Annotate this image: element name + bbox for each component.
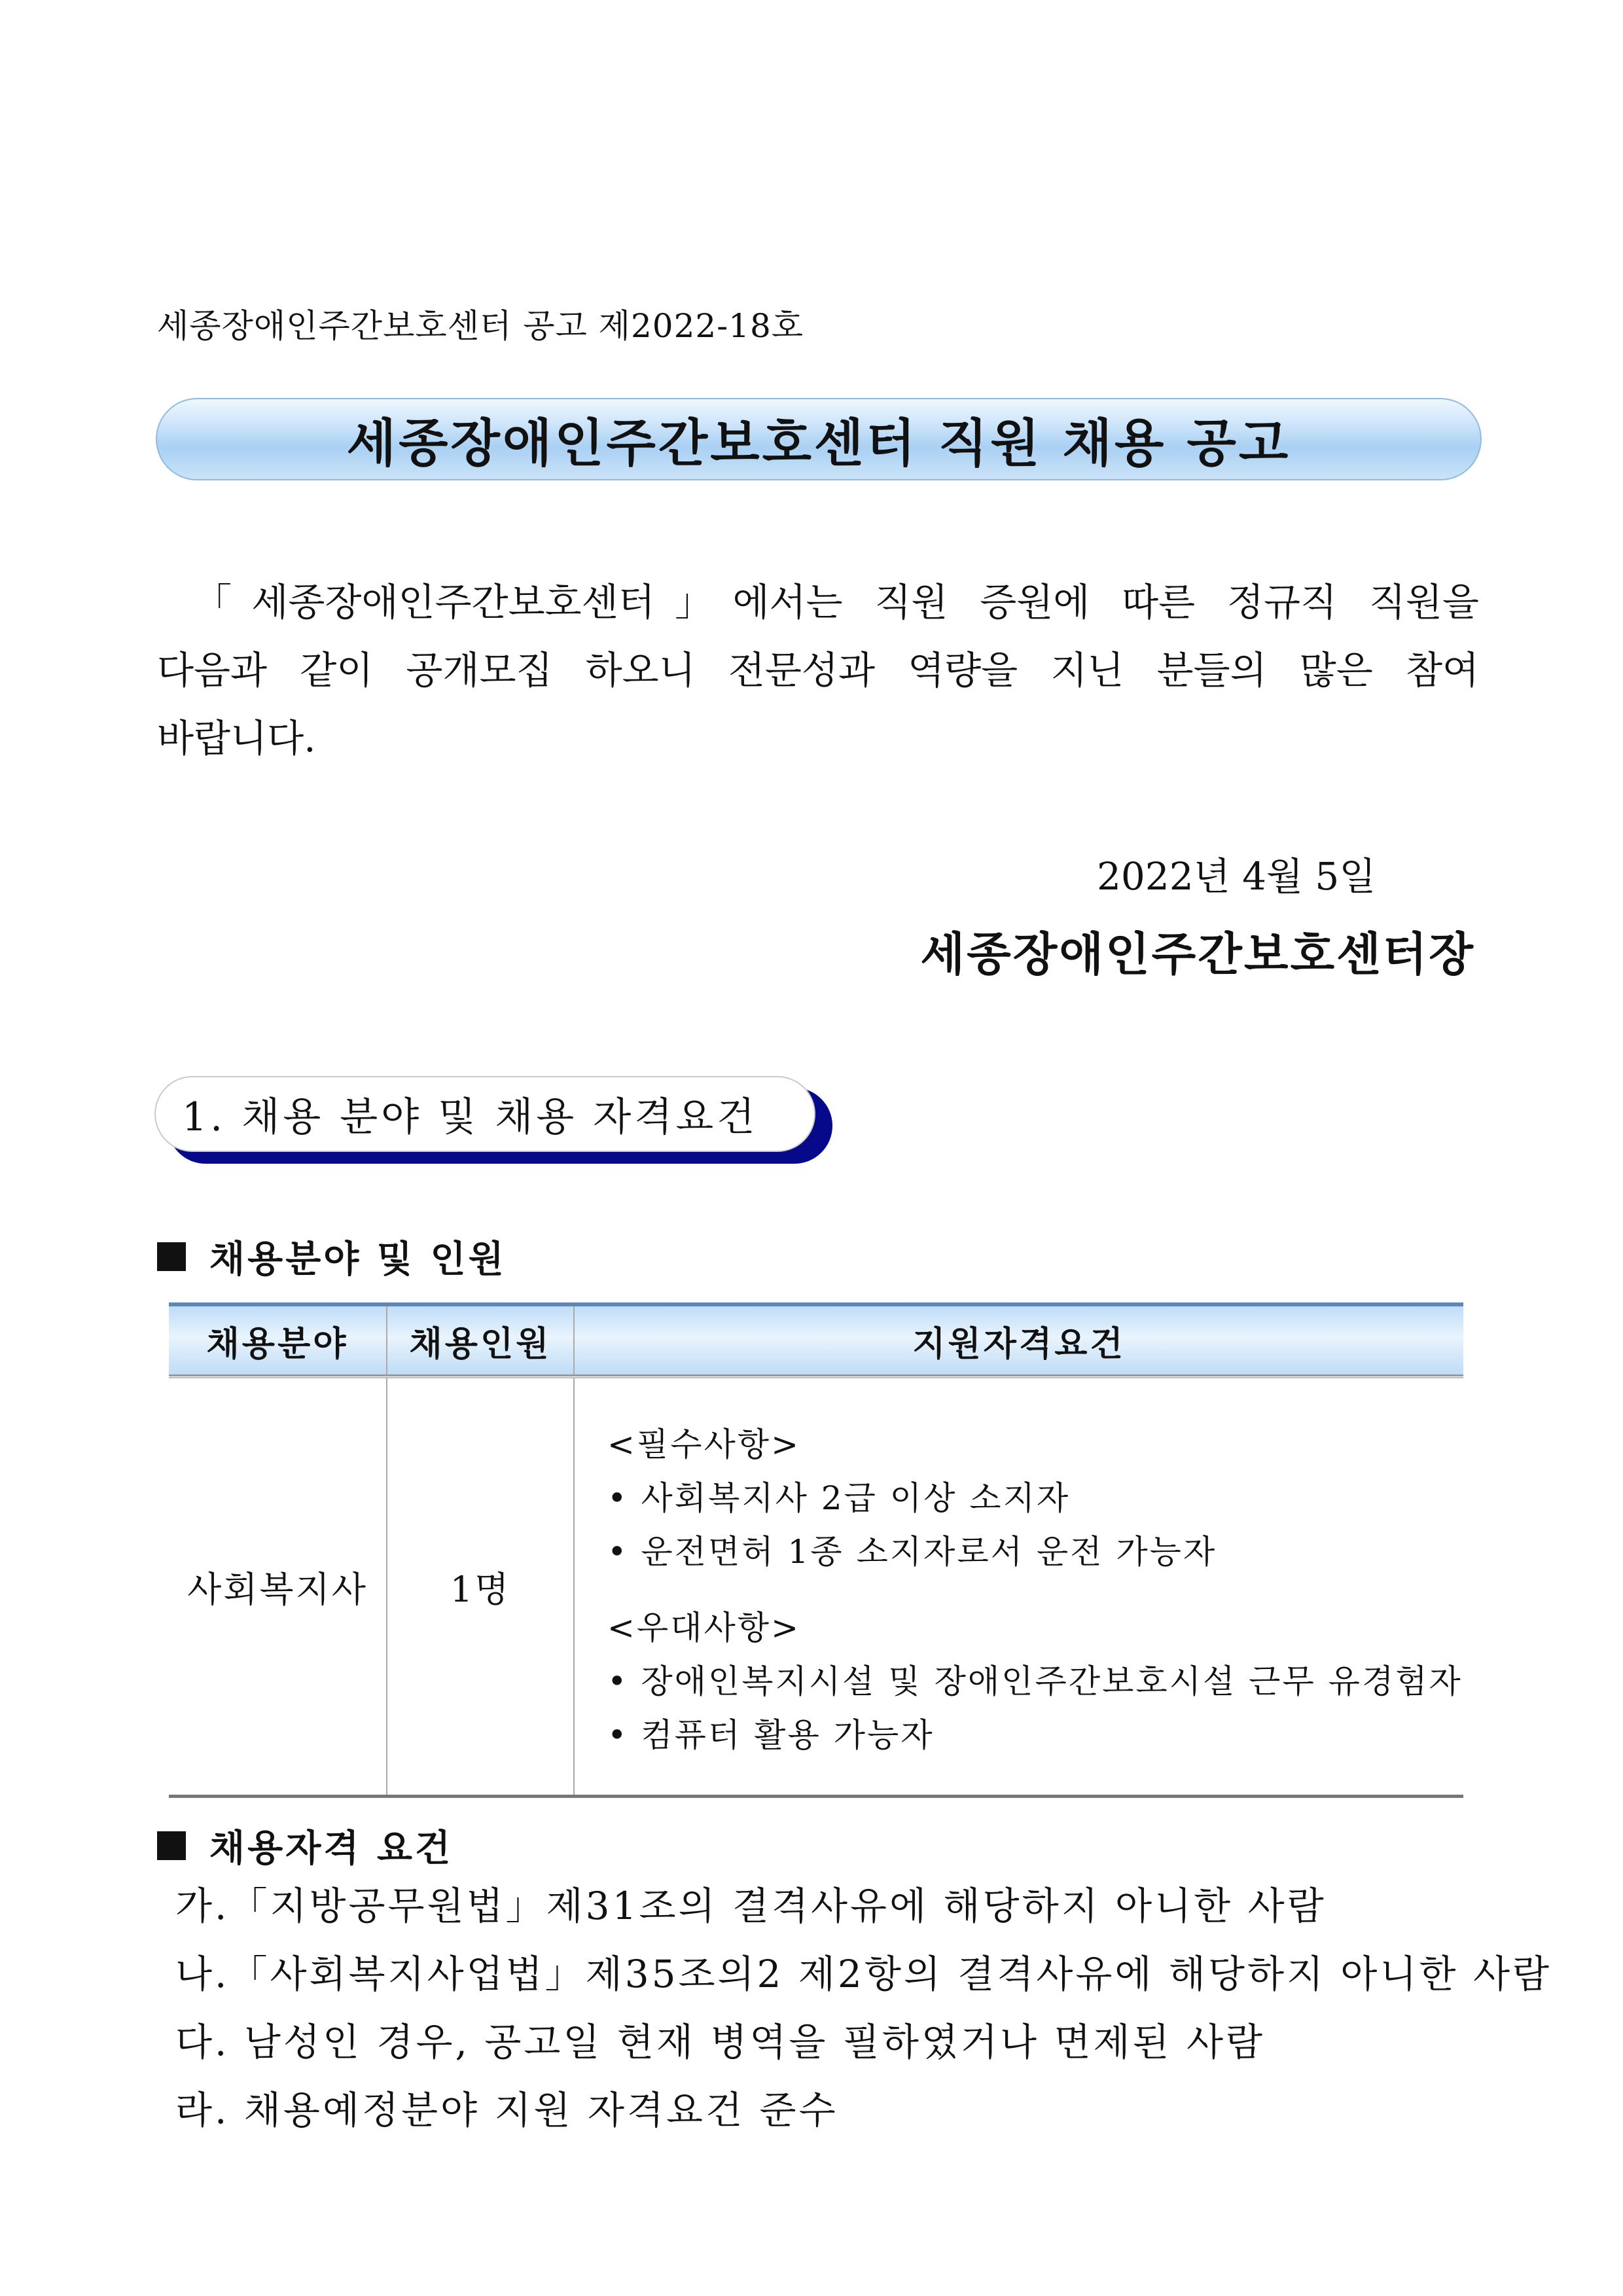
cell-field: 사회복지사: [169, 1378, 387, 1795]
preferred-item: • 컴퓨터 활용 가능자: [607, 1716, 935, 1754]
qualification-heading: [157, 1820, 453, 1872]
preferred-item: • 장애인복지시설 및 장애인주간보호시설 근무 유경험자: [607, 1662, 1463, 1700]
cell-requirements: [575, 1378, 1463, 1795]
header-field: 채용분야: [169, 1306, 387, 1374]
notice-date: 2022년 4월 5일: [1097, 854, 1376, 899]
square-bullet-icon: [157, 1242, 186, 1271]
qualification-heading-text: 채용자격 요건: [209, 1827, 454, 1870]
header-requirements: 지원자격요건: [912, 1323, 1126, 1364]
section-1-tab: [154, 1076, 832, 1164]
qualification-item: 다. 남성인 경우, 공고일 현재 병역을 필하였거나 면제된 사람: [175, 2020, 1266, 2064]
cell-count: 1명: [387, 1378, 575, 1795]
table-header: [169, 1302, 1463, 1374]
intro-line-2: 다음과 같이 공개모집 하오니 전문성과 역량을 지닌 분들의 많은 참여: [157, 648, 1479, 692]
square-bullet-icon: [157, 1831, 186, 1860]
intro-line-3: 바랍니다.: [157, 716, 316, 761]
preferred-label: <우대사항>: [607, 1609, 800, 1647]
section-1-title: 1. 채용 분야 및 채용 자격요건: [154, 1076, 815, 1152]
qualification-item: 가.「지방공무원법」제31조의 결격사유에 해당하지 아니한 사람: [175, 1884, 1327, 1928]
intro-paragraph: [157, 568, 1479, 772]
page-title: 세종장애인주간보호센터 직원 채용 공고: [346, 414, 1291, 473]
recruit-heading-text: 채용분야 및 인원: [209, 1238, 507, 1281]
intro-line-1: 「세종장애인주간보호센터」에서는 직원 증원에 따른 정규직 직원을: [194, 580, 1479, 624]
notice-number: 세종장애인주간보호센터 공고 제2022-18호: [157, 307, 804, 345]
issuer-name: 세종장애인주간보호센터장: [920, 927, 1475, 981]
required-item: • 운전면허 1종 소지자로서 운전 가능자: [607, 1533, 1217, 1571]
header-count: 채용인원: [387, 1306, 575, 1374]
table-row: [169, 1378, 1463, 1798]
qualification-item: 나.「사회복지사업법」제35조의2 제2항의 결격사유에 해당하지 아니한 사람: [175, 1952, 1552, 1996]
qualification-item: 라. 채용예정분야 지원 자격요건 준수: [175, 2088, 838, 2132]
recruit-heading: [157, 1230, 507, 1283]
required-label: <필수사항>: [607, 1426, 800, 1463]
recruit-table: [169, 1302, 1463, 1798]
required-item: • 사회복지사 2급 이상 소지자: [607, 1479, 1071, 1517]
qualification-list: [175, 1872, 1552, 2144]
title-banner: [156, 398, 1482, 480]
